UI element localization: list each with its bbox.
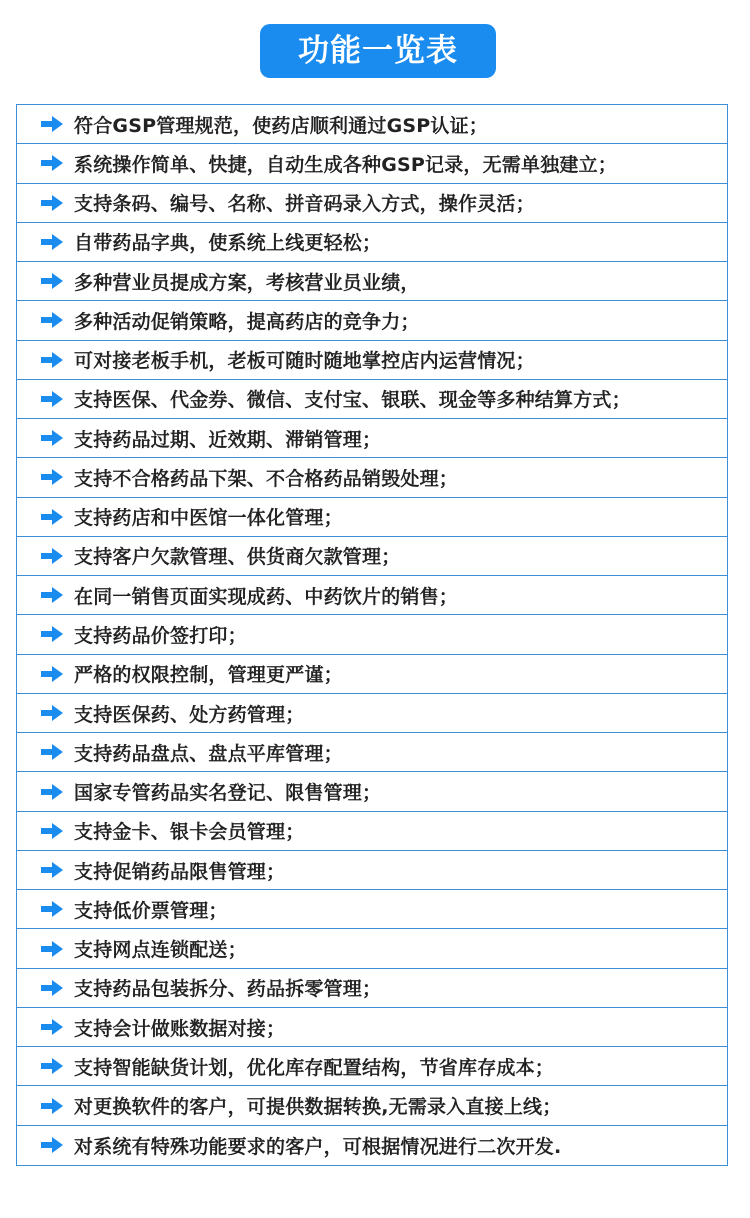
arrow-right-icon [41,941,63,957]
feature-text: 支持药品盘点、盘点平库管理； [74,742,343,765]
feature-row [17,301,727,340]
arrow-right-icon [41,784,63,800]
arrow-right-icon [41,1137,63,1153]
feature-text: 支持医保、代金券、微信、支付宝、银联、现金等多种结算方式； [74,389,631,412]
feature-row [17,1126,727,1165]
arrow-right-icon [41,509,63,525]
arrow-right-icon [41,234,63,250]
feature-row [17,576,727,615]
feature-row [17,144,727,183]
feature-text: 支持不合格药品下架、不合格药品销毁处理； [74,467,459,490]
feature-row [17,733,727,772]
feature-text: 支持客户欠款管理、供货商欠款管理； [74,546,401,569]
feature-text: 支持药品价签打印； [74,624,247,647]
feature-text: 支持条码、编号、名称、拼音码录入方式，操作灵活； [74,193,535,216]
feature-row [17,772,727,811]
feature-text: 支持促销药品限售管理； [74,860,286,883]
feature-text: 对更换软件的客户，可提供数据转换,无需录入直接上线； [74,1096,562,1119]
feature-row [17,458,727,497]
feature-row [17,341,727,380]
arrow-right-icon [41,823,63,839]
feature-text: 支持金卡、银卡会员管理； [74,821,305,844]
feature-text: 支持智能缺货计划，优化库存配置结构，节省库存成本； [74,1056,555,1079]
arrow-right-icon [41,862,63,878]
feature-row [17,498,727,537]
feature-text: 符合GSP管理规范，使药店顺利通过GSP认证； [74,114,489,137]
arrow-right-icon [41,352,63,368]
arrow-right-icon [41,666,63,682]
feature-text: 国家专管药品实名登记、限售管理； [74,782,382,805]
feature-row [17,537,727,576]
arrow-right-icon [41,391,63,407]
arrow-right-icon [41,548,63,564]
feature-list [16,104,728,1166]
arrow-right-icon [41,1019,63,1035]
arrow-right-icon [41,901,63,917]
feature-row [17,419,727,458]
feature-row [17,812,727,851]
feature-text: 多种营业员提成方案，考核营业员业绩， [74,271,420,294]
feature-row [17,851,727,890]
feature-row [17,1086,727,1125]
feature-text: 支持网点连锁配送； [74,939,247,962]
feature-row [17,694,727,733]
feature-text: 支持药品过期、近效期、滞销管理； [74,428,382,451]
feature-row [17,223,727,262]
feature-text: 支持会计做账数据对接； [74,1017,286,1040]
feature-text: 支持医保药、处方药管理； [74,703,305,726]
feature-text: 在同一销售页面实现成药、中药饮片的销售； [74,585,459,608]
page-title: 功能一览表 [260,24,496,78]
arrow-right-icon [41,1058,63,1074]
arrow-right-icon [41,626,63,642]
feature-row [17,929,727,968]
feature-text: 支持药店和中医馆一体化管理； [74,507,343,530]
arrow-right-icon [41,195,63,211]
feature-text: 可对接老板手机，老板可随时随地掌控店内运营情况； [74,350,535,373]
feature-text: 严格的权限控制，管理更严谨； [74,664,343,687]
feature-row [17,890,727,929]
feature-row [17,184,727,223]
arrow-right-icon [41,469,63,485]
arrow-right-icon [41,1098,63,1114]
arrow-right-icon [41,430,63,446]
arrow-right-icon [41,587,63,603]
arrow-right-icon [41,116,63,132]
feature-row [17,655,727,694]
feature-row [17,1008,727,1047]
feature-text: 系统操作简单、快捷，自动生成各种GSP记录，无需单独建立； [74,153,618,176]
feature-text: 自带药品字典，使系统上线更轻松； [74,232,382,255]
feature-row [17,380,727,419]
arrow-right-icon [41,980,63,996]
feature-text: 对系统有特殊功能要求的客户，可根据情况进行二次开发. [74,1135,562,1158]
feature-text: 多种活动促销策略，提高药店的竞争力； [74,310,420,333]
feature-row [17,615,727,654]
feature-row [17,1047,727,1086]
feature-row [17,105,727,144]
feature-text: 支持药品包装拆分、药品拆零管理； [74,978,382,1001]
arrow-right-icon [41,705,63,721]
feature-text: 支持低价票管理； [74,899,228,922]
arrow-right-icon [41,155,63,171]
feature-row [17,262,727,301]
arrow-right-icon [41,273,63,289]
arrow-right-icon [41,312,63,328]
feature-row [17,969,727,1008]
arrow-right-icon [41,744,63,760]
